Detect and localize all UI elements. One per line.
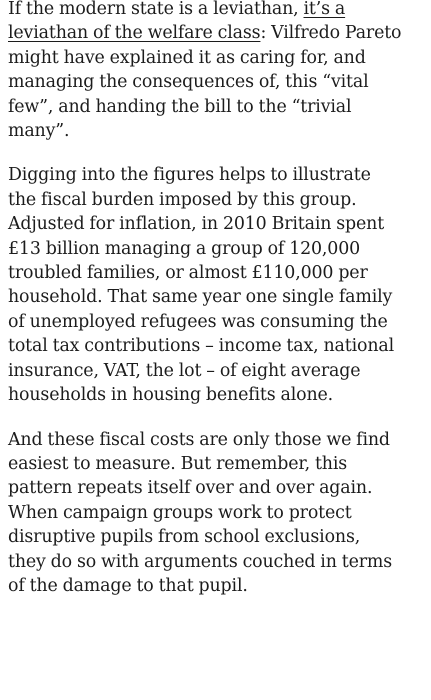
paragraph-1-line-3: might have explained it as caring for, and	[8, 47, 366, 68]
paragraph-1-line-5: few”, and handing the bill to the “trivial	[8, 96, 352, 117]
paragraph-3-line: pattern repeats itself over and over again.	[8, 478, 373, 499]
paragraph-2-line: of unemployed refugees was consuming the	[8, 311, 388, 332]
paragraph-3-line: disruptive pupils from school exclusions,	[8, 527, 361, 548]
paragraph-1-line-1	[8, 0, 421, 21]
paragraph-1-line-2-text: : Vilfredo Pareto	[260, 23, 402, 44]
paragraph-3	[8, 428, 421, 599]
paragraph-2	[8, 163, 421, 407]
paragraph-3-line: they do so with arguments couched in terms	[8, 551, 392, 572]
welfare-class-article-link[interactable]: it’s a	[303, 0, 346, 19]
paragraph-3-line: When campaign groups work to protect	[8, 502, 352, 523]
paragraph-2-line: total tax contributions – income tax, national	[8, 336, 395, 357]
paragraph-2-line: £13 billion managing a group of 120,000	[8, 238, 361, 259]
paragraph-1-line-6: many”.	[8, 121, 70, 142]
welfare-class-article-link-continued[interactable]: leviathan of the welfare class	[8, 23, 261, 44]
paragraph-2-line: Adjusted for inflation, in 2010 Britain spent	[8, 214, 385, 235]
paragraph-2-line: household. That same year one single family	[8, 287, 393, 308]
paragraph-3-line: of the damage to that pupil.	[8, 575, 248, 596]
paragraph-2-line: insurance, VAT, the lot – of eight average	[8, 360, 361, 381]
paragraph-3-line: easiest to measure. But remember, this	[8, 453, 348, 474]
paragraph-1-line-2	[8, 21, 421, 45]
paragraph-2-line: troubled families, or almost £110,000 per	[8, 263, 368, 284]
paragraph-2-line: Digging into the figures helps to illustrate	[8, 165, 371, 186]
paragraph-1-line-1-text: If the modern state is a leviathan,	[8, 0, 304, 19]
paragraph-2-line: households in housing benefits alone.	[8, 385, 334, 406]
paragraph-2-line: the fiscal burden imposed by this group.	[8, 189, 357, 210]
paragraph-1	[8, 0, 421, 143]
paragraph-1-line-4: managing the consequences of, this “vital	[8, 72, 369, 93]
paragraph-3-line: And these fiscal costs are only those we find	[8, 429, 390, 450]
